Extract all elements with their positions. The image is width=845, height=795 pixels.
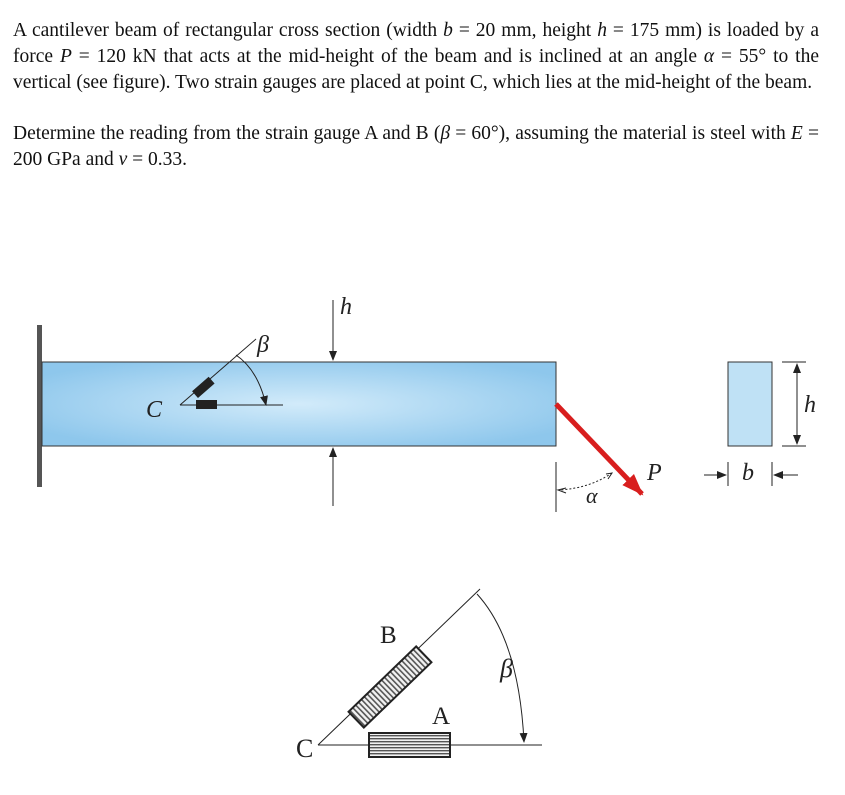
gauge-A-small — [196, 400, 217, 409]
gauge-A-detail — [369, 733, 450, 757]
alpha-angle-indicator — [556, 462, 612, 512]
C-label-beam: C — [146, 397, 163, 423]
text-segment: = 175 mm) is loaded by a force — [13, 20, 820, 67]
symbol-alpha: α — [703, 46, 715, 67]
text-segment: = 0.33. — [127, 149, 188, 170]
text-segment: = 20 mm, height — [452, 20, 598, 41]
text-segment: = 200 GPa and — [13, 123, 819, 170]
A-label-detail: A — [432, 703, 451, 730]
text-segment: A cantilever beam of rectangular cross section (width — [13, 20, 444, 41]
P-label: P — [647, 460, 662, 486]
text-segment: = 55° to the vertical (see figure). Two strain gauges are placed at point C, which lies at the mid-height of the beam. — [13, 46, 819, 93]
text-segment: = 120 kN that acts at the mid-height of the beam and is inclined at an angle — [71, 46, 704, 67]
fixed-wall — [37, 325, 42, 487]
symbol-P: P — [59, 46, 72, 67]
force-arrow — [556, 404, 642, 494]
beta-label-detail: β — [500, 654, 513, 683]
gauge-B-detail — [349, 646, 432, 727]
symbol-b: b — [443, 20, 453, 41]
text-segment: Determine the reading from the strain gauge A and B ( — [13, 123, 441, 144]
b-label-section: b — [742, 460, 754, 486]
section-height-dimension — [782, 362, 806, 446]
beta-label-beam: β — [257, 332, 269, 358]
cross-section — [728, 362, 772, 446]
text-segment: = 60°), assuming the material is steel with — [450, 123, 791, 144]
B-label-detail: B — [380, 622, 397, 649]
symbol-h: h — [597, 20, 607, 41]
symbol-E: E — [790, 123, 803, 144]
h-label-beam: h — [340, 294, 352, 320]
beam-body — [42, 362, 556, 446]
h-label-section: h — [804, 392, 816, 418]
symbol-beta: β — [440, 123, 451, 144]
symbol-nu: ν — [118, 149, 128, 170]
C-label-detail: C — [296, 734, 314, 763]
alpha-label: α — [586, 483, 598, 508]
